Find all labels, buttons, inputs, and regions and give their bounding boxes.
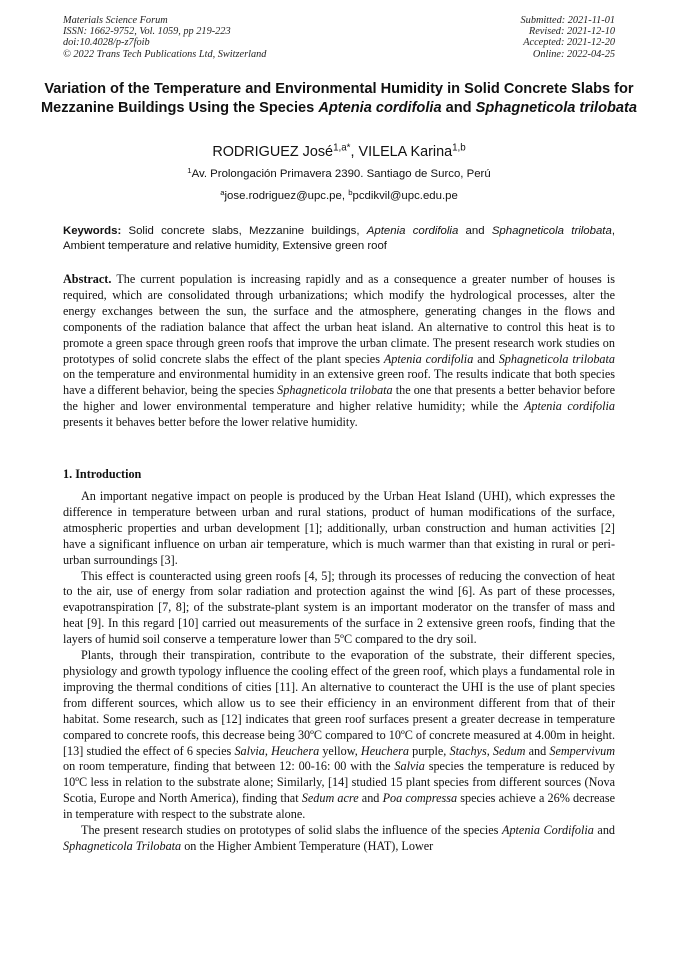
intro-paragraph-3: Plants, through their transpiration, contribute to the evaporation of the substrate, their different species, physiology and growth typology influence the cooling effect of the green roof, which plays a fundamental role in improving the thermal conditions of cities [11]. An alternative to counteract the UHI is the use of plant species from different sources, which allow us to see their efficiency in an environment different from that of their habitat. Some research, such as [12] indicates that green roof surfaces present a greater decrease in temperature compared to concrete roofs, this decrease being 30ºC compared to 10ºC of concrete measured at 4.00m in height. [13] studied the effect of 6 species Salvia, Heuchera yellow, Heuchera purple, Stachys, Sedum and Sempervivum on room temperature, finding that between 12: 00-16: 00 with the Salvia species the temperature is reduced by 10ºC less in relation to the substrate alone; Similarly, [14] studied 15 plant species from different sources (Nova Scotia, Europe and North America), finding that Sedum acre and Poa compressa species achieve a 26% decrease in temperature with respect to the substrate alone. <box>63 648 615 822</box>
journal-info <box>63 15 266 60</box>
title-species-1: Aptenia cordifolia <box>318 99 442 116</box>
paper-title: Variation of the Temperature and Environmental Humidity in Solid Concrete Slabs for Mezzanine Buildings Using the Species Aptenia cordifolia and Sphagneticola trilobata <box>40 81 638 116</box>
journal-issn: ISSN: 1662-9752, Vol. 1059, pp 219-223 <box>63 26 231 38</box>
publication-dates <box>521 15 615 60</box>
email-a[interactable]: jose.rodriguez@upc.pe <box>224 190 342 202</box>
affiliation: $^1$Av. Prolongación Primavera 2390. Santiago de Surco, Perú <box>187 165 491 180</box>
author-list: RODRIGUEZ José$^{1,a*}$, VILELA Karina$^{1,b}$ <box>212 142 466 160</box>
intro-paragraph-1: An important negative impact on people is produced by the Urban Heat Island (UHI), which expresses the difference in temperature between urban and rural stations, product of human modifications of the surface, atmospheric properties and urban development [1]; additionally, urban construction and human activities [2] have a significant influence on urban air temperature, which is much warmer than that existing in rural or peri-urban surroundings [3]. <box>63 489 615 567</box>
author-1: RODRIGUEZ José <box>212 144 334 160</box>
journal-name: Materials Science Forum <box>63 15 168 26</box>
intro-paragraph-4: The present research studies on prototypes of solid slabs the influence of the species Aptenia Cordifolia and Sphagneticola Trilobata on the Higher Ambient Temperature (HAT), Lower <box>63 823 616 853</box>
abstract: Abstract. The current population is increasing rapidly and as a consequence a greater number of houses is required, which are consolidated through urbanizations; which modify the hydrological processes, alter the energy exchanges between the sun, the surface and the atmosphere, generating changes in the flows and components of the radiation balance that affect the urban heat island. An alternative to control this heat is to promote a green space through green roofs that improve the urban climate. The present research work studies on prototypes of solid concrete slabs the effect of the plant species Aptenia cordifolia and Sphagneticola trilobata on the temperature and environmental humidity in an extensive green roof. The results indicate that both species have a different behavior, being the species Sphagneticola trilobata the one that presents a better behavior before the higher and lower environmental temperature and higher relative humidity; while the Aptenia cordifolia presents it behaves better before the lower relative humidity. <box>63 272 615 430</box>
abstract-label: Abstract. <box>63 272 112 286</box>
author-emails: $^a$jose.rodriguez@upc.pe, $^b$pcdikvil@upc.edu.pe <box>220 187 458 202</box>
intro-paragraph-2: This effect is counteracted using green roofs [4, 5]; through its processes of reducing the convection of heat to the air, use of energy from solar radiation and protection against the wind [6]. As part of these processes, evapotranspiration [7, 8]; of the substrate-plant system is an important moderator on the transfer of mass and heat [9]. In this regard [10] carried out measurements of the surface in 2 extensive green roofs, finding that the layers of humid soil conserve a temperature lower than 5ºC compared to the dry soil. <box>63 568 615 647</box>
keywords-label: Keywords: <box>63 225 122 237</box>
date-online: Online: 2022-04-25 <box>532 48 615 60</box>
journal-copyright: © 2022 Trans Tech Publications Ltd, Switzerland <box>63 48 267 60</box>
date-submitted: Submitted: 2021-11-01 <box>520 15 615 26</box>
keywords: Keywords: Solid concrete slabs, Mezzanine buildings, Aptenia cordifolia and Sphagneticola trilobata, Ambient temperature and relative humidity, Extensive green roof <box>63 225 615 252</box>
date-accepted: Accepted: 2021-12-20 <box>523 37 615 49</box>
section-heading-introduction: 1. Introduction <box>63 467 142 481</box>
title-species-2: Sphagneticola trilobata <box>475 99 638 116</box>
journal-doi: doi:10.4028/p-z7foib <box>63 37 150 49</box>
email-b[interactable]: pcdikvil@upc.edu.pe <box>352 190 458 202</box>
introduction-body <box>63 489 615 855</box>
date-revised: Revised: 2021-12-10 <box>528 26 615 38</box>
author-2: VILELA Karina <box>358 144 453 160</box>
